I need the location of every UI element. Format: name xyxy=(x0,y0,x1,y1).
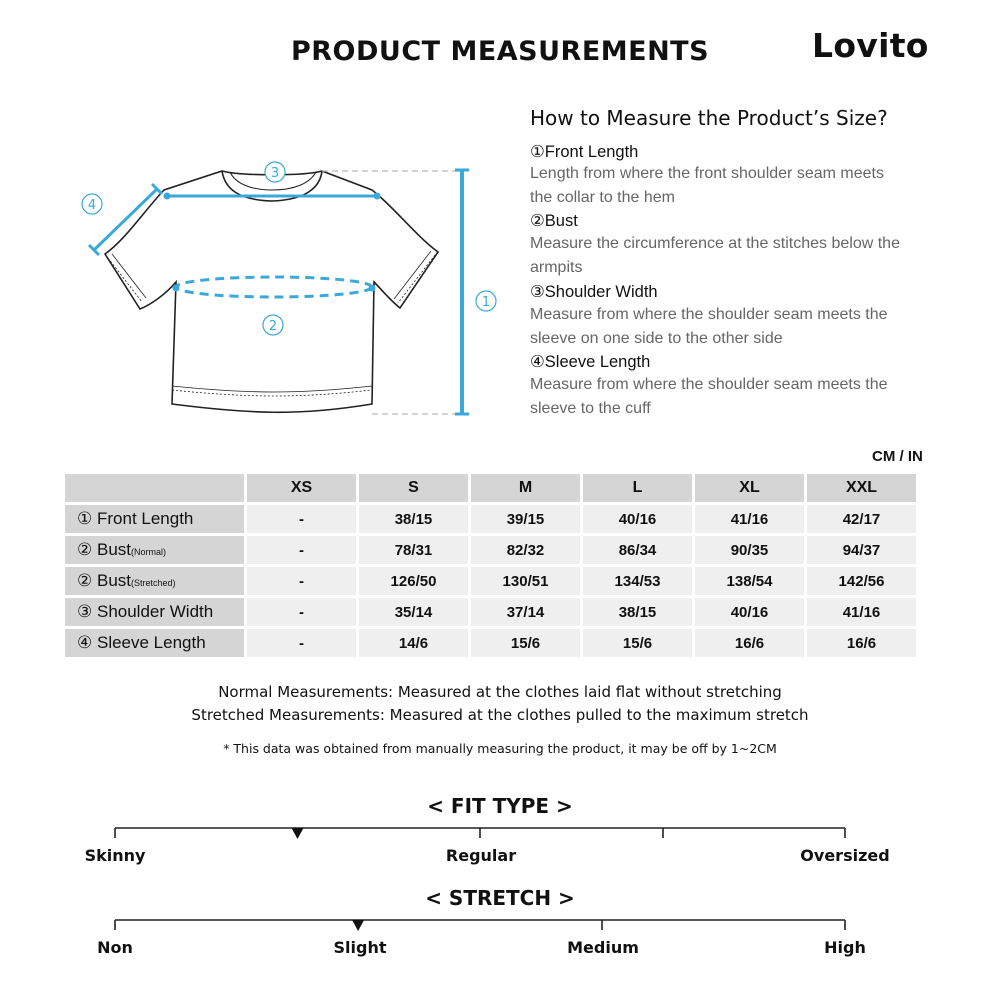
table-cell: 35/14 xyxy=(359,598,468,626)
row-number: ③ xyxy=(77,602,93,621)
table-cell: 130/51 xyxy=(471,567,580,595)
fit-type-title: < FIT TYPE > xyxy=(427,794,573,818)
table-cell: 42/17 xyxy=(807,505,916,533)
size-header: XS xyxy=(247,474,356,502)
table-cell: 142/56 xyxy=(807,567,916,595)
table-cell: 16/6 xyxy=(807,629,916,657)
table-cell: 82/32 xyxy=(471,536,580,564)
table-cell: 14/6 xyxy=(359,629,468,657)
table-corner-cell xyxy=(65,474,244,502)
marker-1-label: 1 xyxy=(481,295,491,310)
row-label-text: Bust xyxy=(96,540,132,559)
table-cell: 90/35 xyxy=(695,536,804,564)
table-row xyxy=(65,536,916,564)
table-cell: 39/15 xyxy=(471,505,580,533)
guide-item-desc: Measure from where the shoulder seam meets the sleeve to the cuff xyxy=(530,376,888,417)
size-header: S xyxy=(359,474,468,502)
row-label-text: Sleeve Length xyxy=(96,633,206,652)
page-title: PRODUCT MEASUREMENTS xyxy=(290,36,710,67)
tshirt-diagram xyxy=(70,150,510,430)
guide-item-desc: Measure the circumference at the stitches below the armpits xyxy=(530,235,900,276)
row-label-sub: (Normal) xyxy=(131,547,167,557)
stretch-label-non: Non xyxy=(97,938,133,957)
table-cell: 41/16 xyxy=(807,598,916,626)
size-header: M xyxy=(471,474,580,502)
table-cell: - xyxy=(247,598,356,626)
sleeve-length-line xyxy=(94,189,157,250)
guide-item-desc: Measure from where the shoulder seam meets the sleeve on one side to the other side xyxy=(530,306,888,347)
guide-heading: How to Measure the Product’s Size? xyxy=(530,106,888,130)
table-cell: 16/6 xyxy=(695,629,804,657)
row-label-sub: (Stretched) xyxy=(131,578,176,588)
unit-label: CM / IN xyxy=(872,448,923,465)
guide-item-desc: Length from where the front shoulder seam meets the collar to the hem xyxy=(530,165,884,206)
row-label xyxy=(65,629,244,657)
size-header: XL xyxy=(695,474,804,502)
table-row xyxy=(65,629,916,657)
stretch-scale xyxy=(100,914,860,936)
row-label-text: Bust xyxy=(96,571,132,590)
stretched-measurement-note: Stretched Measurements: Measured at the clothes pulled to the maximum stretch xyxy=(191,706,809,724)
row-number: ② xyxy=(77,571,93,590)
fit-label-skinny: Skinny xyxy=(84,846,146,865)
table-header-row xyxy=(65,474,916,502)
table-cell: 37/14 xyxy=(471,598,580,626)
table-cell: 38/15 xyxy=(359,505,468,533)
fit-type-scale xyxy=(100,822,860,844)
marker-4-label: 4 xyxy=(87,198,97,213)
table-cell: 40/16 xyxy=(695,598,804,626)
guide-item-title: ①Front Length xyxy=(530,143,639,161)
row-label xyxy=(65,536,244,564)
row-label xyxy=(65,567,244,595)
stretch-label-high: High xyxy=(824,938,866,957)
table-cell: - xyxy=(247,536,356,564)
table-cell: 86/34 xyxy=(583,536,692,564)
table-cell: 38/15 xyxy=(583,598,692,626)
guide-item-title: ②Bust xyxy=(530,212,578,230)
table-cell: 138/54 xyxy=(695,567,804,595)
brand-logo: Lovito xyxy=(812,26,929,65)
table-row xyxy=(65,505,916,533)
row-label xyxy=(65,505,244,533)
table-cell: - xyxy=(247,505,356,533)
disclaimer: * This data was obtained from manually measuring the product, it may be off by 1~2CM xyxy=(223,741,777,756)
marker-3-label: 3 xyxy=(270,166,280,181)
guide-item-title: ③Shoulder Width xyxy=(530,283,658,301)
fit-label-oversized: Oversized xyxy=(800,846,890,865)
stretch-title: < STRETCH > xyxy=(425,886,575,910)
table-cell: 41/16 xyxy=(695,505,804,533)
row-number: ① xyxy=(77,509,93,528)
table-cell: 94/37 xyxy=(807,536,916,564)
bust-ellipse xyxy=(176,277,372,297)
row-label-text: Front Length xyxy=(96,509,194,528)
table-row xyxy=(65,567,916,595)
table-cell: 126/50 xyxy=(359,567,468,595)
row-label-text: Shoulder Width xyxy=(96,602,214,621)
size-header: XXL xyxy=(807,474,916,502)
stretch-label-slight: Slight xyxy=(333,938,387,957)
fit-type-indicator xyxy=(292,828,304,839)
table-cell: 15/6 xyxy=(471,629,580,657)
stretch-indicator xyxy=(352,920,364,931)
size-table xyxy=(62,471,919,660)
row-label xyxy=(65,598,244,626)
table-cell: 134/53 xyxy=(583,567,692,595)
normal-measurement-note: Normal Measurements: Measured at the clothes laid flat without stretching xyxy=(218,683,782,701)
table-row xyxy=(65,598,916,626)
table-cell: - xyxy=(247,629,356,657)
marker-2-label: 2 xyxy=(268,319,278,334)
table-cell: 40/16 xyxy=(583,505,692,533)
guide-item-title: ④Sleeve Length xyxy=(530,353,651,371)
table-cell: 78/31 xyxy=(359,536,468,564)
row-number: ② xyxy=(77,540,93,559)
stretch-label-medium: Medium xyxy=(567,938,639,957)
fit-label-regular: Regular xyxy=(445,846,517,865)
size-header: L xyxy=(583,474,692,502)
table-cell: 15/6 xyxy=(583,629,692,657)
tshirt-outline xyxy=(105,171,438,412)
row-number: ④ xyxy=(77,633,93,652)
table-cell: - xyxy=(247,567,356,595)
